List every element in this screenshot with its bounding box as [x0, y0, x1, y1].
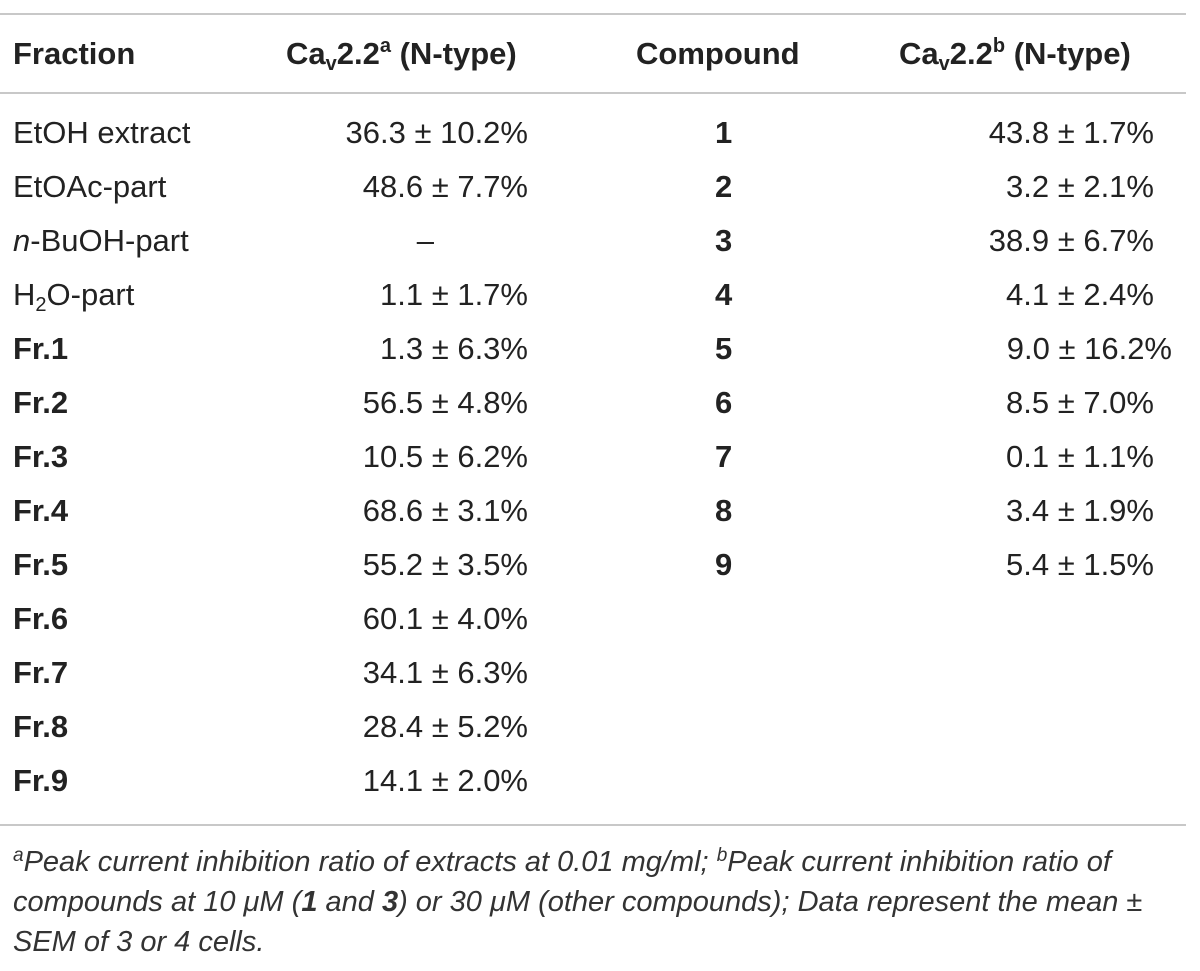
fraction-cell: Fr.9 [13, 763, 69, 798]
table-row [0, 106, 1200, 160]
compound-value-cell: 4.1 ± 2.4% [1006, 277, 1154, 312]
table-footnote: $^a$Peak current inhibition ratio of extracts at 0.01 mg/ml; $^b$Peak current inhibition ratio of compounds at 10 μM (1 and 3) or 30 μM (other compounds); Data represent the mean ± SEM of 3 or 4 cells. [13, 845, 1143, 958]
compound-cell: 7 [715, 439, 733, 474]
compound-cell: 9 [715, 547, 733, 582]
fraction-cell: n-BuOH-part [13, 223, 189, 258]
compound-cell: 8 [715, 493, 733, 528]
compound-cell: 3 [715, 223, 733, 258]
compound-cell: 4 [715, 277, 733, 312]
header-fraction: Fraction [13, 36, 136, 71]
table-row [0, 754, 1200, 808]
table-row [0, 376, 1200, 430]
extract-value-cell: 55.2 ± 3.5% [362, 547, 528, 582]
table-top-rule [0, 13, 1186, 15]
compound-value-cell: 8.5 ± 7.0% [1006, 385, 1154, 420]
compound-cell: 5 [715, 331, 733, 366]
fraction-cell: Fr.8 [13, 709, 69, 744]
compound-value-cell: 43.8 ± 1.7% [988, 115, 1154, 150]
extract-value-cell: 68.6 ± 3.1% [362, 493, 528, 528]
table-row [0, 268, 1200, 322]
compound-value-cell: 5.4 ± 1.5% [1006, 547, 1154, 582]
extract-value-cell: 36.3 ± 10.2% [345, 115, 528, 150]
compound-value-cell: 3.2 ± 2.1% [1006, 169, 1154, 204]
compound-cell: 2 [715, 169, 733, 204]
header-cav-extract: $Ca_v2.2^a$ (N-type) [286, 35, 517, 75]
extract-value-cell: 56.5 ± 4.8% [362, 385, 528, 420]
table-row [0, 214, 1200, 268]
compound-cell: 6 [715, 385, 733, 420]
table-row [0, 538, 1200, 592]
fraction-cell: Fr.1 [13, 331, 69, 366]
header-compound: Compound [636, 36, 800, 71]
extract-value-cell: 10.5 ± 6.2% [362, 439, 528, 474]
header-rule [0, 92, 1186, 94]
extract-value-cell: 1.1 ± 1.7% [380, 277, 528, 312]
header-cav-compound: $Ca_v2.2^b$ (N-type) [899, 35, 1131, 75]
table-row [0, 592, 1200, 646]
table-row [0, 484, 1200, 538]
table-row [0, 700, 1200, 754]
fraction-cell: EtOH extract [13, 115, 191, 150]
fraction-cell: Fr.3 [13, 439, 69, 474]
extract-value-cell: – [416, 223, 434, 258]
extract-value-cell: 48.6 ± 7.7% [362, 169, 528, 204]
table-row [0, 646, 1200, 700]
compound-cell: 1 [715, 115, 733, 150]
compound-value-cell: 3.4 ± 1.9% [1006, 493, 1154, 528]
fraction-cell: $H_2O$-part [13, 277, 135, 316]
extract-value-cell: 14.1 ± 2.0% [362, 763, 528, 798]
extract-value-cell: 60.1 ± 4.0% [362, 601, 528, 636]
table-bottom-rule [0, 824, 1186, 826]
compound-value-cell: 0.1 ± 1.1% [1006, 439, 1154, 474]
table-row [0, 430, 1200, 484]
compound-value-cell: 38.9 ± 6.7% [988, 223, 1154, 258]
extract-value-cell: 28.4 ± 5.2% [362, 709, 528, 744]
fraction-cell: Fr.2 [13, 385, 69, 420]
fraction-cell: Fr.7 [13, 655, 69, 690]
table-row [0, 322, 1200, 376]
fraction-cell: EtOAc-part [13, 169, 167, 204]
compound-value-cell: 9.0 ± 16.2% [1006, 331, 1172, 366]
fraction-cell: Fr.4 [13, 493, 69, 528]
extract-value-cell: 1.3 ± 6.3% [380, 331, 528, 366]
fraction-cell: Fr.5 [13, 547, 69, 582]
fraction-cell: Fr.6 [13, 601, 69, 636]
extract-value-cell: 34.1 ± 6.3% [362, 655, 528, 690]
table-row [0, 160, 1200, 214]
